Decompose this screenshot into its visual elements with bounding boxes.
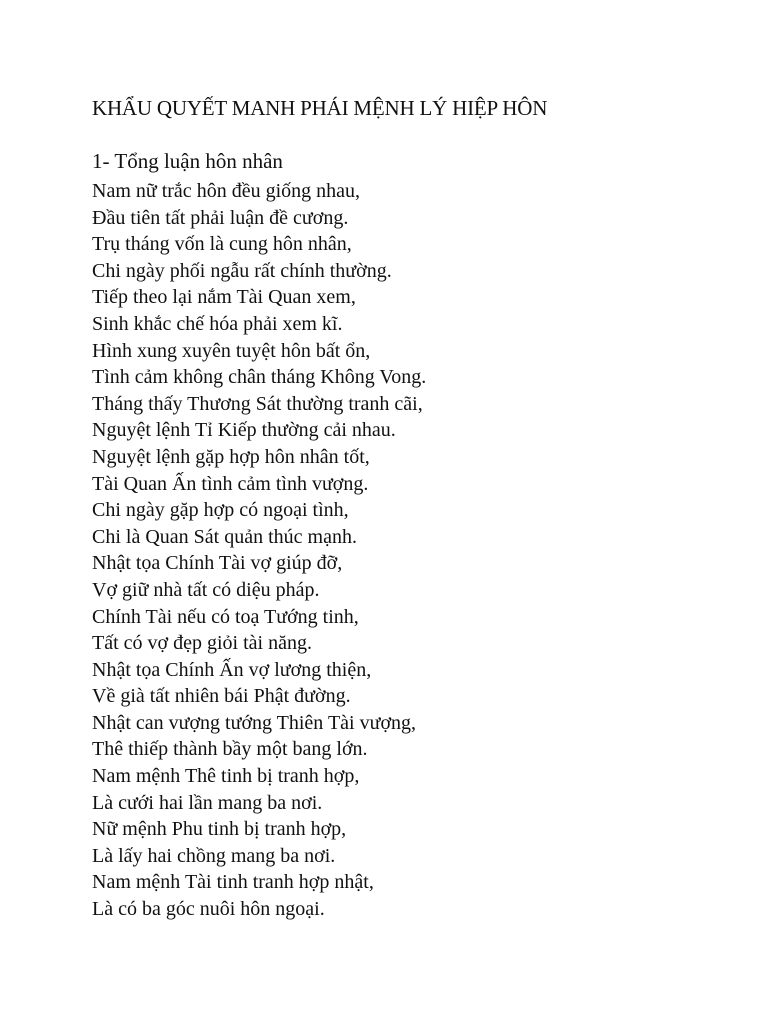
- verse-line: Nam mệnh Tài tinh tranh hợp nhật,: [92, 871, 374, 894]
- verse-list: [92, 178, 426, 923]
- verse-line: Hình xung xuyên tuyệt hôn bất ổn,: [92, 339, 371, 362]
- verse-line: Nhật tọa Chính Ấn vợ lương thiện,: [92, 658, 372, 681]
- verse-line: Nguyệt lệnh gặp hợp hôn nhân tốt,: [92, 445, 370, 468]
- verse-line: Nguyệt lệnh Tỉ Kiếp thường cải nhau.: [92, 419, 396, 442]
- verse-line: Tiếp theo lại nắm Tài Quan xem,: [92, 286, 356, 309]
- verse-line: Nữ mệnh Phu tinh bị tranh hợp,: [92, 818, 347, 841]
- verse-line: Nhật tọa Chính Tài vợ giúp đỡ,: [92, 552, 343, 575]
- verse-line: Vợ giữ nhà tất có diệu pháp.: [92, 578, 320, 601]
- verse-line: Thê thiếp thành bầy một bang lớn.: [92, 738, 368, 761]
- verse-line: Về già tất nhiên bái Phật đường.: [92, 685, 351, 708]
- verse-line: Là cưới hai lần mang ba nơi.: [92, 791, 323, 814]
- verse-line: Là có ba góc nuôi hôn ngoại.: [92, 898, 325, 921]
- verse-line: Tất có vợ đẹp giỏi tài năng.: [92, 632, 312, 655]
- verse-line: Tài Quan Ấn tình cảm tình vượng.: [92, 472, 369, 495]
- verse-line: Nam nữ trắc hôn đều giống nhau,: [92, 180, 360, 202]
- verse-line: Tháng thấy Thương Sát thường tranh cãi,: [92, 392, 423, 415]
- verse-line: Đầu tiên tất phải luận đề cương.: [92, 206, 349, 229]
- verse-line: Tình cảm không chân tháng Không Vong.: [92, 366, 427, 389]
- verse-line: Chi là Quan Sát quản thúc mạnh.: [92, 525, 357, 548]
- verse-line: Chính Tài nếu có toạ Tướng tinh,: [92, 605, 359, 628]
- document-title: KHẨU QUYẾT MANH PHÁI MỆNH LÝ HIỆP HÔN: [92, 96, 548, 120]
- verse-line: Chi ngày gặp hợp có ngoại tình,: [92, 499, 349, 522]
- verse-line: Chi ngày phối ngẫu rất chính thường.: [92, 259, 392, 282]
- section-heading: 1- Tổng luận hôn nhân: [92, 149, 283, 173]
- verse-line: Nhật can vượng tướng Thiên Tài vượng,: [92, 711, 417, 734]
- verse-line: Nam mệnh Thê tinh bị tranh hợp,: [92, 765, 360, 788]
- verse-line: Sinh khắc chế hóa phải xem kĩ.: [92, 312, 343, 335]
- verse-line: Là lấy hai chồng mang ba nơi.: [92, 844, 336, 867]
- verse-line: Trụ tháng vốn là cung hôn nhân,: [92, 233, 352, 256]
